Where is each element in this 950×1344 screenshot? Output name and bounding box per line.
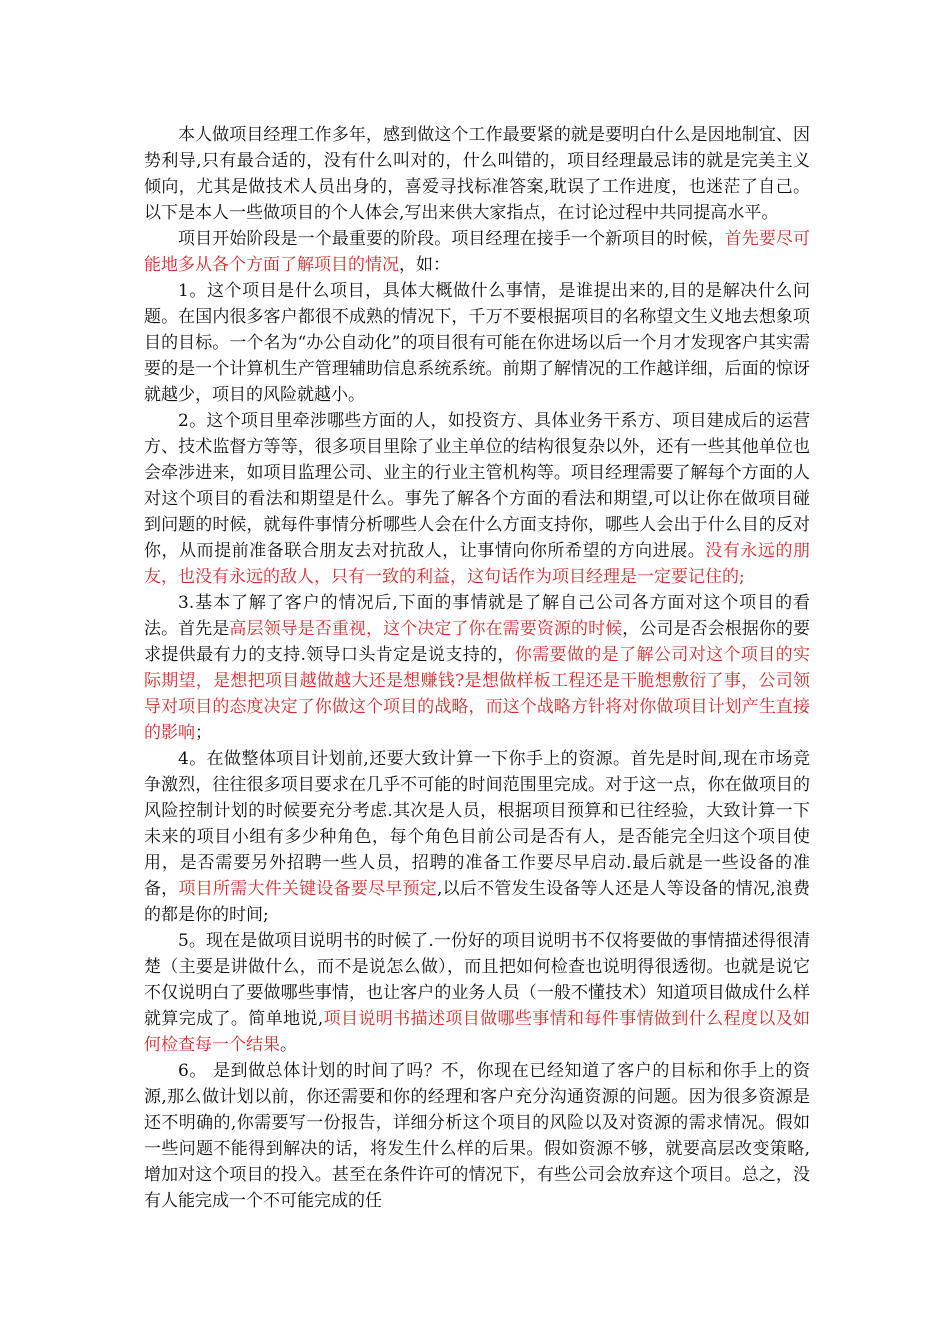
body-text: 3.基本了解了客户的情况后,下面的事情就是了解自己公司各方面对这个项目的看法。首先是	[144, 593, 810, 639]
highlighted-text: 没有永远的朋友，也没有永远的敌人，只有一致的利益，这句话作为项目经理是一定要记住的;	[144, 541, 810, 587]
body-text: ；	[195, 723, 212, 743]
body-text: 项目开始阶段是一个最重要的阶段。项目经理在接手一个新项目的时候，	[178, 229, 725, 249]
body-text: ，公司是否会根据你的要求提供最有力的支持.领导口头肯定是说支持的，	[144, 619, 811, 665]
paragraph-point-5	[144, 928, 810, 1058]
document-body	[144, 122, 810, 1214]
body-text: 5。现在是做项目说明书的时候了.一份好的项目说明书不仅将要做的事情描述得很清楚（主要是讲做什么，而不是说怎么做），而且把如何检查也说明得很透彻。也就是说它不仅说明白了要做哪些事情，也让客户的业务人员（一般不懂技术）知道项目做成什么样就算完成了。简单地说,	[144, 931, 810, 1029]
body-text: 1。这个项目是什么项目，具体大概做什么事情，是谁提出来的,目的是解决什么问题。在国内很多客户都很不成熟的情况下，千万不要根据项目的名称望文生义地去想象项目的目标。一个名为“办公自动化”的项目很有可能在你进场以后一个月才发现客户其实需要的是一个计算机生产管理辅助信息系统系统。前期了解情况的工作越详细，后面的惊讶就越少，项目的风险就越小。	[144, 281, 810, 405]
paragraph-point-3	[144, 590, 810, 746]
body-text: ，如：	[399, 255, 450, 275]
paragraph-project-start	[144, 226, 810, 278]
highlighted-text: 项目所需大件关键设备要尽早预定	[178, 879, 438, 899]
body-text: 2。这个项目里牵涉哪些方面的人，如投资方、具体业务干系方、项目建成后的运营方、技术监督方等等，很多项目里除了业主单位的结构很复杂以外，还有一些其他单位也会牵涉进来，如项目监理公司、业主的行业主管机构等。项目经理需要了解每个方面的人对这个项目的看法和期望是什么。事先了解各个方面的看法和期望,可以让你在做项目碰到问题的时候，就每件事情分析哪些人会在什么方面支持你，哪些人会出于什么目的反对你，从而提前准备联合朋友去对抗敌人，让事情向你所希望的方向进展。	[144, 411, 810, 561]
body-text: 6。 是到做总体计划的时间了吗？不，你现在已经知道了客户的目标和你手上的资源,那么做计划以前，你还需要和你的经理和客户充分沟通资源的问题。因为很多资源是还不明确的,你需要写一份报告，详细分析这个项目的风险以及对资源的需求情况。假如一些问题不能得到解决的话，将发生什么样的后果。假如资源不够，就要高层改变策略,增加对这个项目的投入。甚至在条件许可的情况下，有些公司会放弃这个项目。总之，没有人能完成一个不可能完成的任	[144, 1061, 810, 1211]
highlighted-text: 高层领导是否重视，这个决定了你在需要资源的时候	[229, 619, 623, 639]
paragraph-point-2	[144, 408, 810, 590]
body-text: 本人做项目经理工作多年，感到做这个工作最要紧的就是要明白什么是因地制宜、因势利导,只有最合适的，没有什么叫对的，什么叫错的，项目经理最忌讳的就是完美主义倾向，尤其是做技术人员出身的，喜爱寻找标准答案,耽误了工作进度，也迷茫了自己。以下是本人一些做项目的个人体会,写出来供大家指点，在讨论过程中共同提高水平。	[144, 125, 810, 223]
highlighted-text: 首先要尽可能地多从各个方面了解项目的情况	[144, 229, 811, 275]
paragraph-point-4	[144, 746, 810, 928]
body-text: 4。在做整体项目计划前,还要大致计算一下你手上的资源。首先是时间,现在市场竞争激烈，往往很多项目要求在几乎不可能的时间范围里完成。对于这一点，你在做项目的风险控制计划的时候要充分考虑.其次是人员，根据项目预算和已往经验，大致计算一下未来的项目小组有多少种角色，每个角色目前公司是否有人，是否能完全归这个项目使用，是否需要另外招聘一些人员，招聘的准备工作要尽早启动.最后就是一些设备的准备，	[144, 749, 810, 899]
paragraph-point-6	[144, 1058, 810, 1214]
body-text: 。	[280, 1035, 297, 1055]
highlighted-text: 项目说明书描述项目做哪些事情和每件事情做到什么程度以及如何检查每一个结果	[144, 1009, 811, 1055]
body-text: ,以后不管发生设备等人还是人等设备的情况,浪费的都是你的时间;	[144, 879, 811, 925]
paragraph-point-1	[144, 278, 810, 408]
paragraph-intro	[144, 122, 810, 226]
highlighted-text: 你需要做的是了解公司对这个项目的实际期望，是想把项目越做越大还是想赚钱?是想做样板工程还是干脆想敷衍了事，公司领导对项目的态度决定了你做这个项目的战略，而这个战略方针将对你做项目计划产生直接的影响	[144, 645, 811, 743]
